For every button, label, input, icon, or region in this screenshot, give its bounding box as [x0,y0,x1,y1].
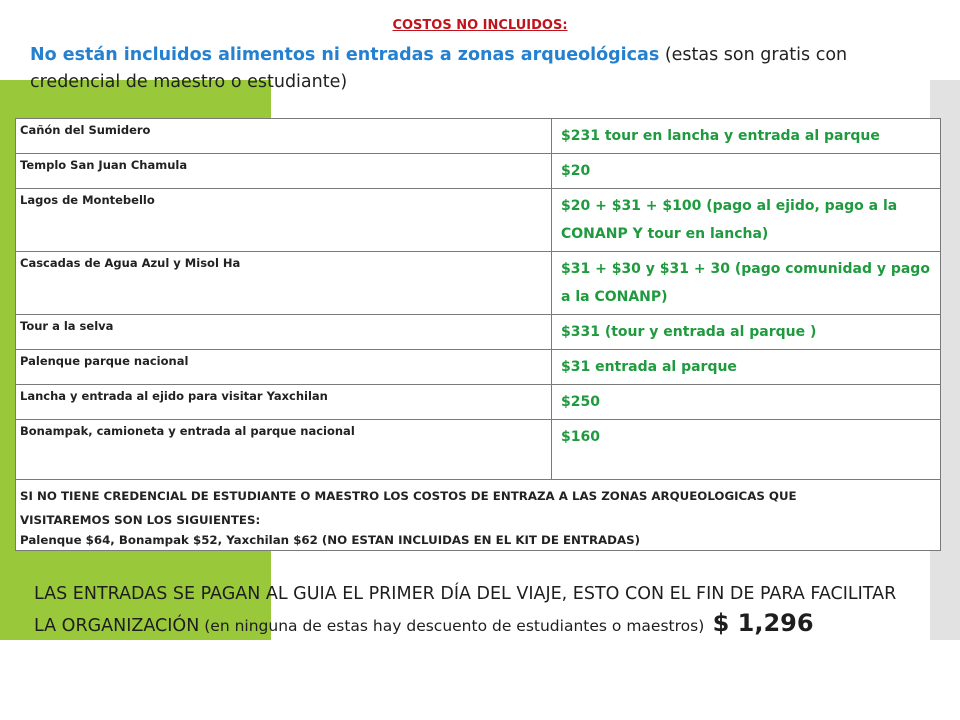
table-row [16,315,941,350]
footer-paren-1: (en ninguna de estas hay descuento de estudiantes o [199,617,627,635]
row-place: Palenque parque nacional [16,350,552,385]
note-line-3: Palenque $64, Bonampak $52, Yaxchilan $62 (NO ESTAN INCLUIDAS EN EL KIT DE ENTRADAS) [20,533,640,547]
table-row [16,154,941,189]
table-row [16,420,941,480]
intro-paragraph [30,42,930,96]
row-price: $31 + $30 y $31 + 30 (pago comunidad y pago a la CONANP) [552,252,941,315]
note-line-1: SI NO TIENE CREDENCIAL DE ESTUDIANTE O MAESTRO LOS COSTOS DE ENTRAZA A LAS ZONAS ARQUEOLOGICAS QUE [20,489,797,503]
footer-paragraph [34,580,914,641]
table-row [16,189,941,252]
table-row-note [16,480,941,551]
row-price: $20 + $31 + $100 (pago al ejido, pago a la CONANP Y tour en lancha) [552,189,941,252]
table-row [16,350,941,385]
row-price: $31 entrada al parque [552,350,941,385]
intro-highlight: No están incluidos alimentos ni entradas a zonas arqueológicas [30,45,660,65]
row-place: Cascadas de Agua Azul y Misol Ha [16,252,552,315]
row-price: $20 [552,154,941,189]
table-row [16,119,941,154]
row-place: Bonampak, camioneta y entrada al parque nacional [16,420,552,480]
row-price: $231 tour en lancha y entrada al parque [552,119,941,154]
row-place: Lancha y entrada al ejido para visitar Yaxchilan [16,385,552,420]
costs-table [15,118,941,551]
row-price: $250 [552,385,941,420]
row-place: Cañón del Sumidero [16,119,552,154]
intro-rest: (estas son gratis con credencial de maestro o estudiante) [30,45,848,92]
total-amount: $ 1,296 [704,609,814,637]
table-row [16,252,941,315]
row-place: Tour a la selva [16,315,552,350]
row-price: $160 [552,420,941,480]
note-cell [16,480,941,551]
page-title: COSTOS NO INCLUIDOS: [392,18,568,33]
row-place: Lagos de Montebello [16,189,552,252]
row-place: Templo San Juan Chamula [16,154,552,189]
footer-main: LAS ENTRADAS SE PAGAN AL GUIA EL PRIMER DÍA DEL VIAJE, ESTO CON EL FIN DE PARA FACILITAR LA ORGANIZACIÓN [34,584,897,636]
note-line-2: VISITAREMOS SON LOS SIGUIENTES: [20,513,261,527]
table-row [16,385,941,420]
footer-paren-2: maestros) [626,617,705,635]
row-price: $331 (tour y entrada al parque ) [552,315,941,350]
